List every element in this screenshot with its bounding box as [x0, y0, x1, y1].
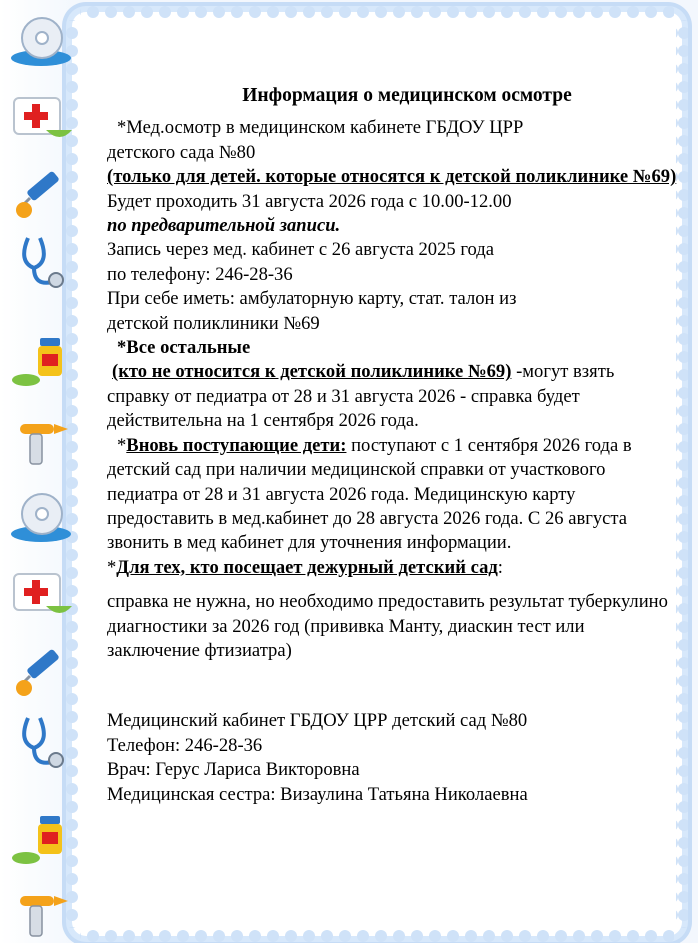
exam-date-line: Будет проходить 31 августа 2026 года с 10.00-12.00 — [107, 190, 512, 212]
others-paragraph — [107, 336, 677, 434]
stethoscope-icon — [8, 712, 74, 770]
otoscope-icon — [8, 882, 74, 940]
duty-text: справка не нужна, но необходимо предоставить результат туберкулино диагностики за 2026 год (прививка Манту, диаскин тест или заключение фтизиатра) — [107, 591, 668, 661]
clinic-condition: (только для детей. которые относятся к детской поликлинике №69) — [107, 166, 677, 188]
first-aid-kit-icon — [8, 88, 74, 146]
new-children-heading: Вновь поступающие дети: — [126, 434, 347, 456]
exam-paragraph — [107, 116, 677, 336]
phone-line: по телефону: 246-28-36 — [107, 263, 293, 285]
duty-heading: Для тех, кто посещает дежурный детский сад — [116, 556, 498, 578]
exam-intro-line1: *Мед.осмотр в медицинском кабинете ГБДОУ ЦРР — [117, 117, 524, 139]
footer-nurse: Медицинская сестра: Визаулина Татьяна Николаевна — [107, 783, 528, 805]
bring-documents-line: При себе иметь: амбулаторную карту, стат. талон из — [107, 288, 517, 310]
footer-block — [107, 709, 677, 807]
footer-office: Медицинский кабинет ГБДОУ ЦРР детский сад №80 — [107, 710, 528, 732]
new-children-paragraph — [107, 434, 677, 556]
syringe-icon — [8, 640, 74, 698]
others-heading: *Все остальные — [117, 337, 251, 359]
syringe-icon — [8, 162, 74, 220]
otoscope-icon — [8, 410, 74, 468]
others-condition: (кто не относится к детской поликлинике №69) — [112, 361, 512, 383]
appointment-note: по предварительной записи. — [107, 215, 341, 237]
registration-line: Запись через мед. кабинет с 26 августа 2025 года — [107, 239, 494, 261]
pill-bottle-icon — [8, 812, 74, 870]
cd-disc-icon — [8, 490, 74, 548]
others-text: -могут взять справку от педиатра от 28 и 31 августа 2026 - справка будет действительна на 1 сентября 2026 года. — [107, 361, 615, 432]
spacer — [107, 580, 677, 590]
spacer — [107, 663, 677, 709]
bring-documents-line2: детской поликлиники №69 — [107, 312, 320, 334]
duty-star: * — [107, 556, 117, 578]
exam-intro-line2: детского сада №80 — [107, 141, 256, 163]
document-title: Информация о медицинском осмотре — [242, 85, 572, 106]
footer-phone: Телефон: 246-28-36 — [107, 734, 263, 756]
cd-disc-icon — [8, 14, 74, 72]
pill-bottle-icon — [8, 334, 74, 392]
duty-colon: : — [497, 556, 503, 578]
document-body — [107, 84, 677, 807]
stethoscope-icon — [8, 232, 74, 290]
duty-kindergarten-paragraph — [107, 556, 677, 580]
first-aid-kit-icon — [8, 564, 74, 622]
new-children-text: поступают с 1 сентября 2026 года в детский сад при наличии медицинской справки от участкового педиатра от 28 и 31 августа 2026 года. Медицинскую карту предоставить в мед.кабинет до 28 августа 2026 года. С 26 августа звонить в мед кабинет для уточнения информации. — [107, 434, 632, 554]
footer-doctor: Врач: Герус Лариса Викторовна — [107, 759, 360, 781]
new-children-star: * — [117, 434, 127, 456]
